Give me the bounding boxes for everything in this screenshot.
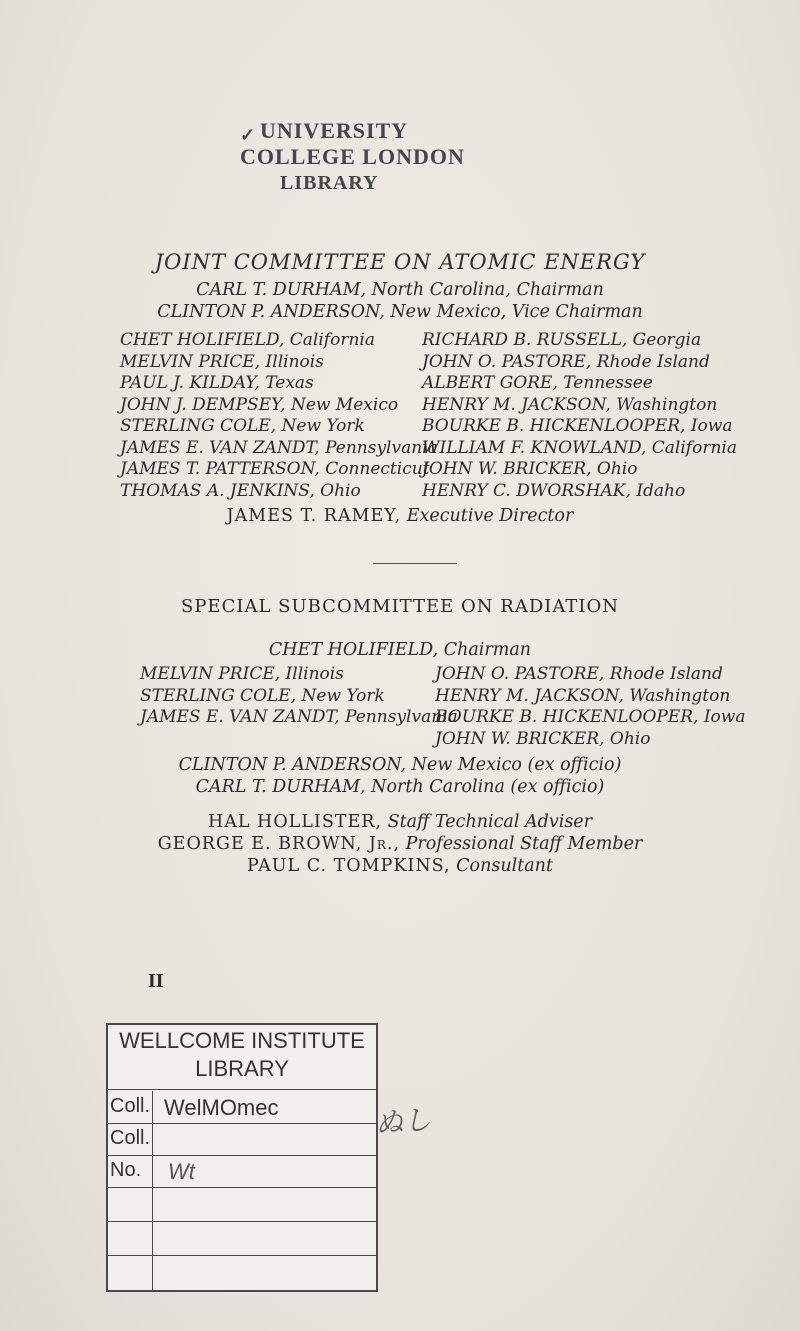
member: JOHN J. DEMPSEY, New Mexico <box>120 394 399 415</box>
staff-name: PAUL C. TOMPKINS, <box>247 856 451 876</box>
check-mark-icon: ✓ <box>240 125 257 145</box>
committee-right-members <box>422 330 737 502</box>
ex-officio-1: CLINTON P. ANDERSON, New Mexico (ex officio) <box>178 755 622 775</box>
ex-officio-2: CARL T. DURHAM, North Carolina (ex officio) <box>195 777 605 797</box>
member: RICHARD B. RUSSELL, Georgia <box>422 330 702 350</box>
subcommittee-title-text: SPECIAL SUBCOMMITTEE ON RADIATION <box>180 596 619 617</box>
label-row-divider <box>108 1187 376 1188</box>
member: PAUL J. KILDAY, Texas <box>120 373 314 393</box>
label-column-divider <box>152 1091 153 1290</box>
label-coll-1: Coll. <box>110 1095 151 1117</box>
member: WILLIAM F. KNOWLAND, California <box>422 437 737 458</box>
staff-consultant <box>0 856 800 876</box>
member: JAMES E. VAN ZANDT, Pennsylvania <box>120 437 438 458</box>
member: MELVIN PRICE, Illinois <box>120 351 324 372</box>
label-row-divider <box>108 1123 376 1124</box>
staff-title: Consultant <box>456 856 553 876</box>
label-handwriting: Wt <box>168 1159 195 1184</box>
member: JAMES E. VAN ZANDT, Pennsylvania <box>140 707 458 727</box>
label-coll-value: WelMOmec <box>164 1095 279 1120</box>
member: CHET HOLIFIELD, California <box>120 330 375 350</box>
committee-title: JOINT COMMITTEE ON ATOMIC ENERGY <box>154 250 646 274</box>
label-library: LIBRARY <box>195 1056 289 1081</box>
staff-member <box>0 834 800 854</box>
member: JAMES T. PATTERSON, Connecticut <box>120 459 430 479</box>
committee-left-members <box>120 330 438 502</box>
subcommittee-left-members <box>140 664 458 729</box>
member: STERLING COLE, New York <box>120 416 365 436</box>
member: JOHN W. BRICKER, Ohio <box>422 459 638 479</box>
page-number: II <box>148 970 164 992</box>
committee-vice-chairman: CLINTON P. ANDERSON, New Mexico, Vice Chairman <box>157 302 643 322</box>
subcommittee-right-members <box>435 664 745 750</box>
member: HENRY M. JACKSON, Washington <box>435 685 731 706</box>
staff-adviser <box>0 812 800 832</box>
director-name: JAMES T. RAMEY, <box>226 506 402 526</box>
handwritten-scribble: ぬし <box>373 1102 433 1141</box>
director-title: Executive Director <box>406 506 574 526</box>
label-institute: WELLCOME INSTITUTE <box>119 1028 365 1053</box>
staff-name: HAL HOLLISTER, <box>207 812 382 832</box>
member: JOHN W. BRICKER, Ohio <box>435 728 651 749</box>
member: BOURKE B. HICKENLOOPER, Iowa <box>422 416 733 436</box>
library-label <box>106 1023 378 1292</box>
label-row-divider <box>108 1255 376 1256</box>
label-coll-2: Coll. <box>110 1127 151 1149</box>
executive-director <box>0 506 800 526</box>
member: MELVIN PRICE, Illinois <box>140 664 344 684</box>
member: THOMAS A. JENKINS, Ohio <box>120 480 361 501</box>
member: BOURKE B. HICKENLOOPER, Iowa <box>435 707 746 727</box>
stamp-line-2: COLLEGE LONDON <box>240 144 465 169</box>
member: STERLING COLE, New York <box>140 685 385 706</box>
committee-chairman: CARL T. DURHAM, North Carolina, Chairman <box>196 280 604 300</box>
stamp-line-1: UNIVERSITY <box>260 118 409 143</box>
library-stamp <box>240 118 465 196</box>
member: JOHN O. PASTORE, Rhode Island <box>435 664 723 684</box>
label-row-divider <box>108 1089 376 1090</box>
label-row-divider <box>108 1155 376 1156</box>
staff-title: Professional Staff Member <box>405 834 643 854</box>
member: HENRY M. JACKSON, Washington <box>422 394 718 415</box>
member: JOHN O. PASTORE, Rhode Island <box>422 351 710 372</box>
label-row-divider <box>108 1221 376 1222</box>
label-no: No. <box>110 1159 142 1181</box>
staff-name: GEORGE E. BROWN, Jr., <box>157 834 401 854</box>
divider <box>373 563 457 564</box>
staff-title: Staff Technical Adviser <box>387 812 593 832</box>
member: ALBERT GORE, Tennessee <box>422 373 653 393</box>
subcommittee-chairman: CHET HOLIFIELD, Chairman <box>268 640 532 660</box>
member: HENRY C. DWORSHAK, Idaho <box>422 480 686 501</box>
subcommittee-title <box>0 596 800 617</box>
stamp-line-3: LIBRARY <box>280 172 379 194</box>
